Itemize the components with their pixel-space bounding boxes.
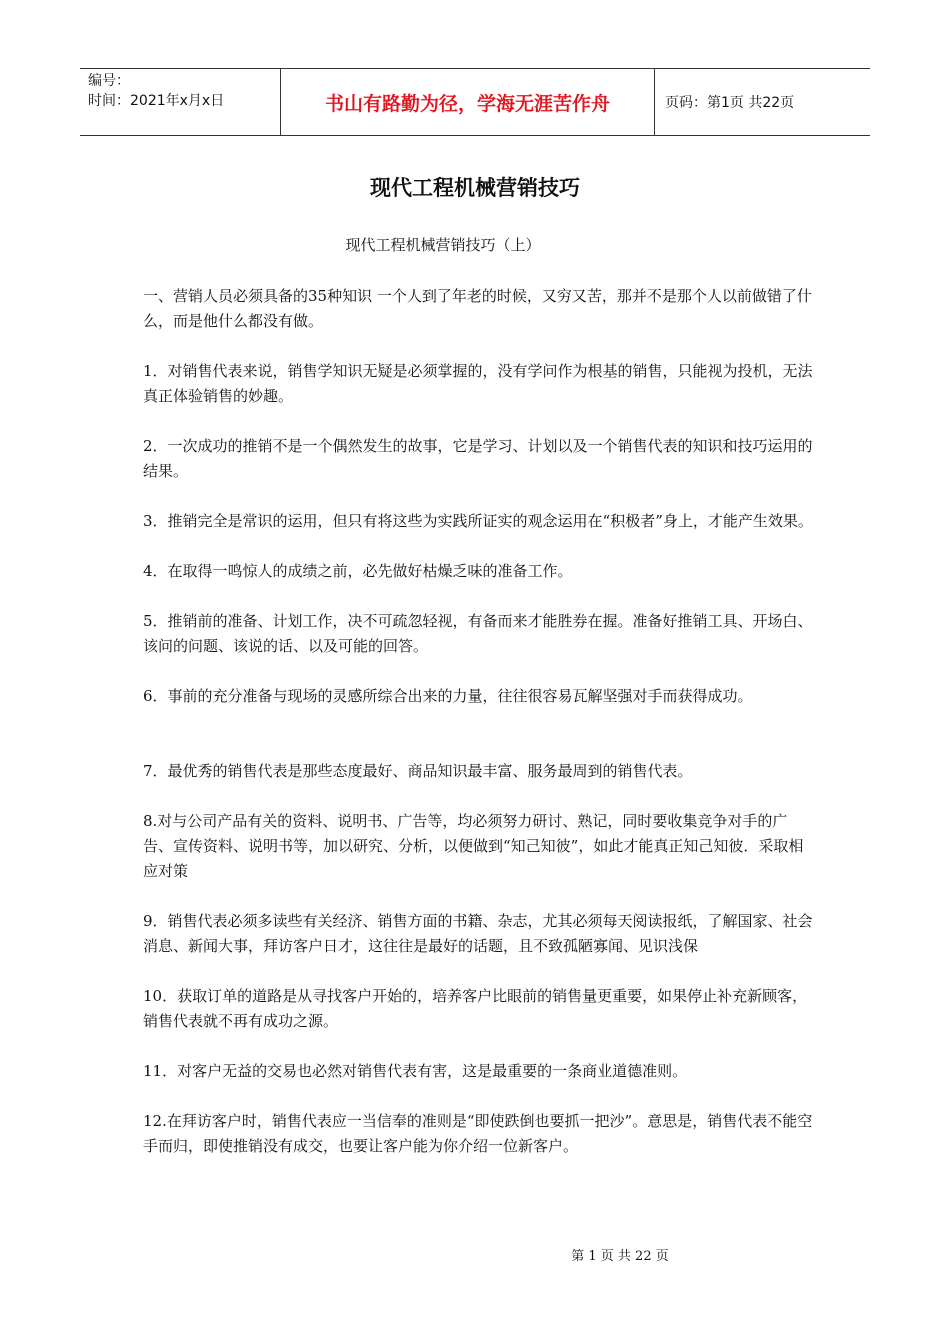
paragraph: 8.对与公司产品有关的资料、说明书、广告等，均必须努力研讨、熟记，同时要收集竞争对手的广告、宣传资料、说明书等，加以研究、分析，以便做到“知己知彼”，如此才能真正知己知彼．采取相应对策 bbox=[143, 812, 804, 880]
paragraph: 10．获取订单的道路是从寻找客户开始的，培养客户比眼前的销售量更重要，如果停止补充新顾客，销售代表就不再有成功之源。 bbox=[143, 987, 808, 1030]
paragraph: 12.在拜访客户时，销售代表应一当信奉的准则是“即使跌倒也要抓一把沙”。意思是，销售代表不能空手而归，即使推销没有成交，也要让客户能为你介绍一位新客户。 bbox=[143, 1112, 813, 1155]
page-info: 页码：第1页 共22页 bbox=[665, 95, 795, 111]
paragraph: 7．最优秀的销售代表是那些态度最好、商品知识最丰富、服务最周到的销售代表。 bbox=[143, 762, 693, 780]
paragraph: 1．对销售代表来说，销售学知识无疑是必须掌握的，没有学问作为根基的销售，只能视为投机，无法真正体验销售的妙趣。 bbox=[143, 362, 813, 405]
paragraph: 4．在取得一鸣惊人的成绩之前，必先做好枯燥乏味的准备工作。 bbox=[143, 562, 573, 580]
paragraph: 3．推销完全是常识的运用，但只有将这些为实践所证实的观念运用在“积极者”身上，才能产生效果。 bbox=[143, 512, 813, 530]
motto-text: 书山有路勤为径，学海无涯苦作舟 bbox=[324, 92, 610, 115]
paragraph: 11．对客户无益的交易也必然对销售代表有害，这是最重要的一条商业道德准则。 bbox=[143, 1062, 688, 1080]
paragraph: 2．一次成功的推销不是一个偶然发生的故事，它是学习、计划以及一个销售代表的知识和技巧运用的结果。 bbox=[143, 437, 813, 480]
paragraph: 5．推销前的准备、计划工作，决不可疏忽轻视，有备而来才能胜券在握。准备好推销工具、开场白、该问的问题、该说的话、以及可能的回答。 bbox=[143, 612, 813, 655]
paragraph: 6．事前的充分准备与现场的灵感所综合出来的力量，往往很容易瓦解坚强对手而获得成功。 bbox=[143, 687, 753, 705]
header-page-cell bbox=[655, 69, 870, 135]
header-meta-cell bbox=[80, 69, 281, 135]
paragraph: 9．销售代表必须多读些有关经济、销售方面的书籍、杂志，尤其必须每天阅读报纸，了解国家、社会消息、新闻大事，拜访客户日才，这往往是最好的话题，且不致孤陋寡闻、见识浅保 bbox=[143, 912, 813, 955]
page-footer: 第 1 页 共 22 页 bbox=[571, 1249, 669, 1264]
time-label: 时间：2021年x月x日 bbox=[88, 93, 225, 109]
document-body bbox=[143, 284, 817, 1159]
number-label: 编号： bbox=[88, 73, 130, 89]
document-subtitle: 现代工程机械营销技巧（上） bbox=[345, 236, 541, 254]
document-title: 现代工程机械营销技巧 bbox=[370, 176, 580, 200]
paragraph: 一、营销人员必须具备的35种知识 一个人到了年老的时候，又穷又苦，那并不是那个人以前做错了什么，而是他什么都没有做。 bbox=[143, 287, 812, 330]
document-header bbox=[80, 68, 870, 136]
header-motto-cell bbox=[281, 69, 655, 135]
